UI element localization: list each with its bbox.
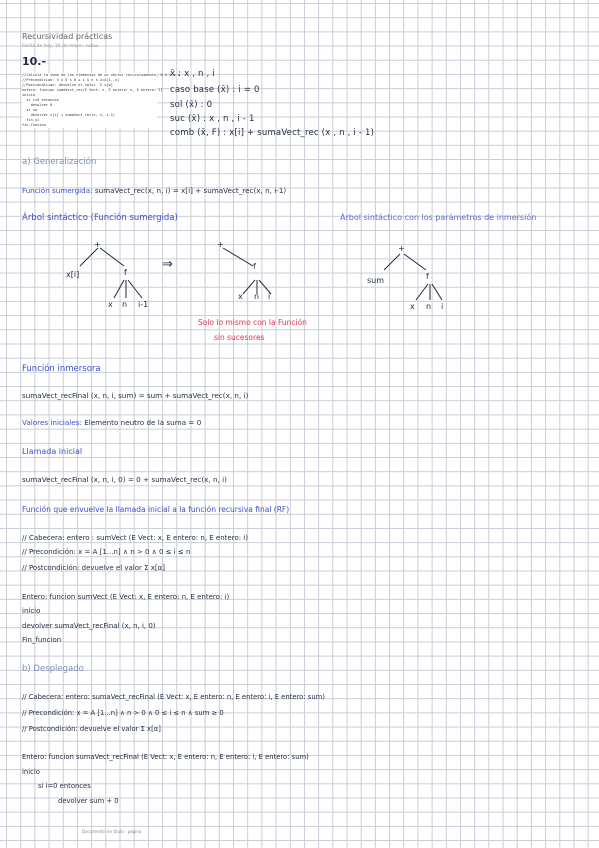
- tree2-arg: x: [238, 292, 243, 301]
- implies-arrow: ⇒: [162, 257, 173, 272]
- spec-sol: sol (x̄) : 0: [170, 100, 213, 110]
- tree3-left: sum: [367, 276, 385, 285]
- impl2-si: si i=0 entonces: [38, 782, 91, 790]
- valores-iniciales-label: Valores iniciales:: [22, 418, 82, 427]
- tree-intermedio: [215, 238, 285, 308]
- tree3-root: +: [398, 244, 405, 253]
- tree3-arg: x: [410, 302, 415, 311]
- tree1-arg: x: [108, 300, 113, 309]
- arbol-inmersion-title: Árbol sintáctico con los parámetros de inmersión: [340, 213, 537, 222]
- code-line: fin_si: [22, 118, 40, 122]
- impl1-fin: Fin_funcion: [22, 636, 62, 644]
- tree2-arg: i: [268, 292, 271, 301]
- code-line: devolver x[i] + sumaVect_rec(x, n, i-1): [22, 113, 116, 117]
- inmersora-expr: sumaVect_recFinal (x, n, i, sum) = sum + sumaVect_rec(x, n, i): [22, 391, 249, 400]
- tree-inmersion: [370, 244, 470, 314]
- tree3-arg: i: [441, 302, 444, 311]
- spec1-cabecera: // Cabecera: entero : sumVect (E Vect: x, E entero: n, E entero: i): [22, 534, 248, 542]
- funcion-sumergida-expr: sumaVect_rec(x, n, i) = x[i] + sumaVect_rec(x, n, i-1): [94, 186, 287, 195]
- spec-comb: comb (x̄, F) : x[i] + sumaVect_rec (x , n , i - 1): [170, 128, 375, 138]
- valores-iniciales-row: [22, 418, 201, 427]
- code-line: inicio: [22, 93, 35, 97]
- section-a-heading: a) Generalización: [22, 157, 97, 167]
- llamada-inicial-heading: Llamada inicial: [22, 447, 83, 456]
- spec-suc: suc (x̄) : x , n , i - 1: [170, 114, 255, 124]
- code-line: si i=0 entonces: [22, 98, 59, 102]
- spec2-precondicion: // Precondición: x = A [1...n] ∧ n > 0 ∧ 0 ≤ i ≤ n ∧ sum ≥ 0: [22, 709, 224, 717]
- red-note-line: sin sucesores: [214, 333, 265, 342]
- code-line: si no: [22, 108, 38, 112]
- tree1-root: +: [94, 240, 101, 249]
- code-line: devolver 0: [22, 103, 53, 107]
- code-snippet: [22, 73, 180, 128]
- spec2-cabecera: // Cabecera: entero: sumaVect_recFinal (E Vect: x, E entero: n, E entero: i, E entero: sum): [22, 693, 325, 701]
- funcion-envuelve-heading: Función que envuelve la llamada inicial a la función recursiva final (RF): [22, 505, 290, 514]
- tree1-arg: i-1: [138, 300, 149, 309]
- impl1-devolver: devolver sumaVect_recFinal (x, n, i, 0): [22, 622, 156, 630]
- spec-xbar: x̄ : x , n , i: [170, 69, 215, 79]
- section-b-heading: b) Desplegado: [22, 664, 84, 674]
- tree1-f: f: [124, 268, 127, 277]
- page-subtitle: Fecha de hoy, 19 de mayo · notas: [22, 44, 99, 49]
- tree1-left: x[i]: [66, 270, 80, 279]
- code-line: //Calcula la suma de los elementos de un vector recursivamente, 0 ≤ i ≤ n: [22, 73, 180, 77]
- tree3-f: f: [426, 272, 429, 281]
- impl1-inicio: inicio: [22, 607, 41, 615]
- llamada-inicial-expr: sumaVect_recFinal (x, n, i, 0) = 0 + sumaVect_rec(x, n, i): [22, 475, 227, 484]
- tree2-root: +: [217, 240, 224, 249]
- code-line: //Postcondicion: devuelve el valor Σ x[α]: [22, 83, 113, 87]
- funcion-sumergida-label: Función sumergida:: [22, 186, 93, 195]
- page-title: Recursividad prácticas: [22, 32, 113, 41]
- tree2-f: f: [253, 262, 256, 271]
- impl2-devolver: devolver sum + 0: [58, 797, 119, 805]
- valores-iniciales-text: Elemento neutro de la suma = 0: [84, 418, 202, 427]
- code-line: entero: funcion sumaVect_rec(E Vect: x, E entero: n, E entero: i): [22, 88, 163, 92]
- arbol-sumergida-title: Árbol sintáctico (Función sumergida): [22, 213, 178, 223]
- tree2-arg: n: [254, 292, 260, 301]
- impl2-inicio: inicio: [22, 768, 40, 776]
- spec1-precondicion: // Precondición: x = A [1...n] ∧ n > 0 ∧ 0 ≤ i ≤ n: [22, 548, 191, 556]
- funcion-sumergida-row: [22, 186, 286, 195]
- code-line: fin_funcion: [22, 123, 46, 127]
- impl2-header: Entero: funcion sumaVect_recFinal (E Vect: x, E entero: n, E entero: i, E entero: sum): [22, 753, 309, 761]
- footer: Documento sin título · página: [82, 829, 142, 834]
- exercise-number: 10.-: [22, 55, 47, 68]
- impl1-header: Entero: funcion sumVect (E Vect: x, E entero: n, E entero: i): [22, 593, 230, 601]
- spec2-postcondicion: // Postcondición: devuelve el valor Σ x[α]: [22, 725, 161, 733]
- code-line: //Precondicion: n ≥ 0 ∧ 0 ≤ i ≤ n ∧ x=A[1..n]: [22, 78, 120, 82]
- spec-caso-base: caso base (x̄) : i = 0: [170, 85, 260, 95]
- spec1-postcondicion: // Postcondición: devuelve el valor Σ x[α]: [22, 564, 166, 572]
- tree3-arg: n: [426, 302, 432, 311]
- funcion-inmersora-heading: Función inmersora: [22, 364, 101, 374]
- red-note-line: Solo lo mismo con la Función: [198, 318, 307, 327]
- tree1-arg: n: [122, 300, 128, 309]
